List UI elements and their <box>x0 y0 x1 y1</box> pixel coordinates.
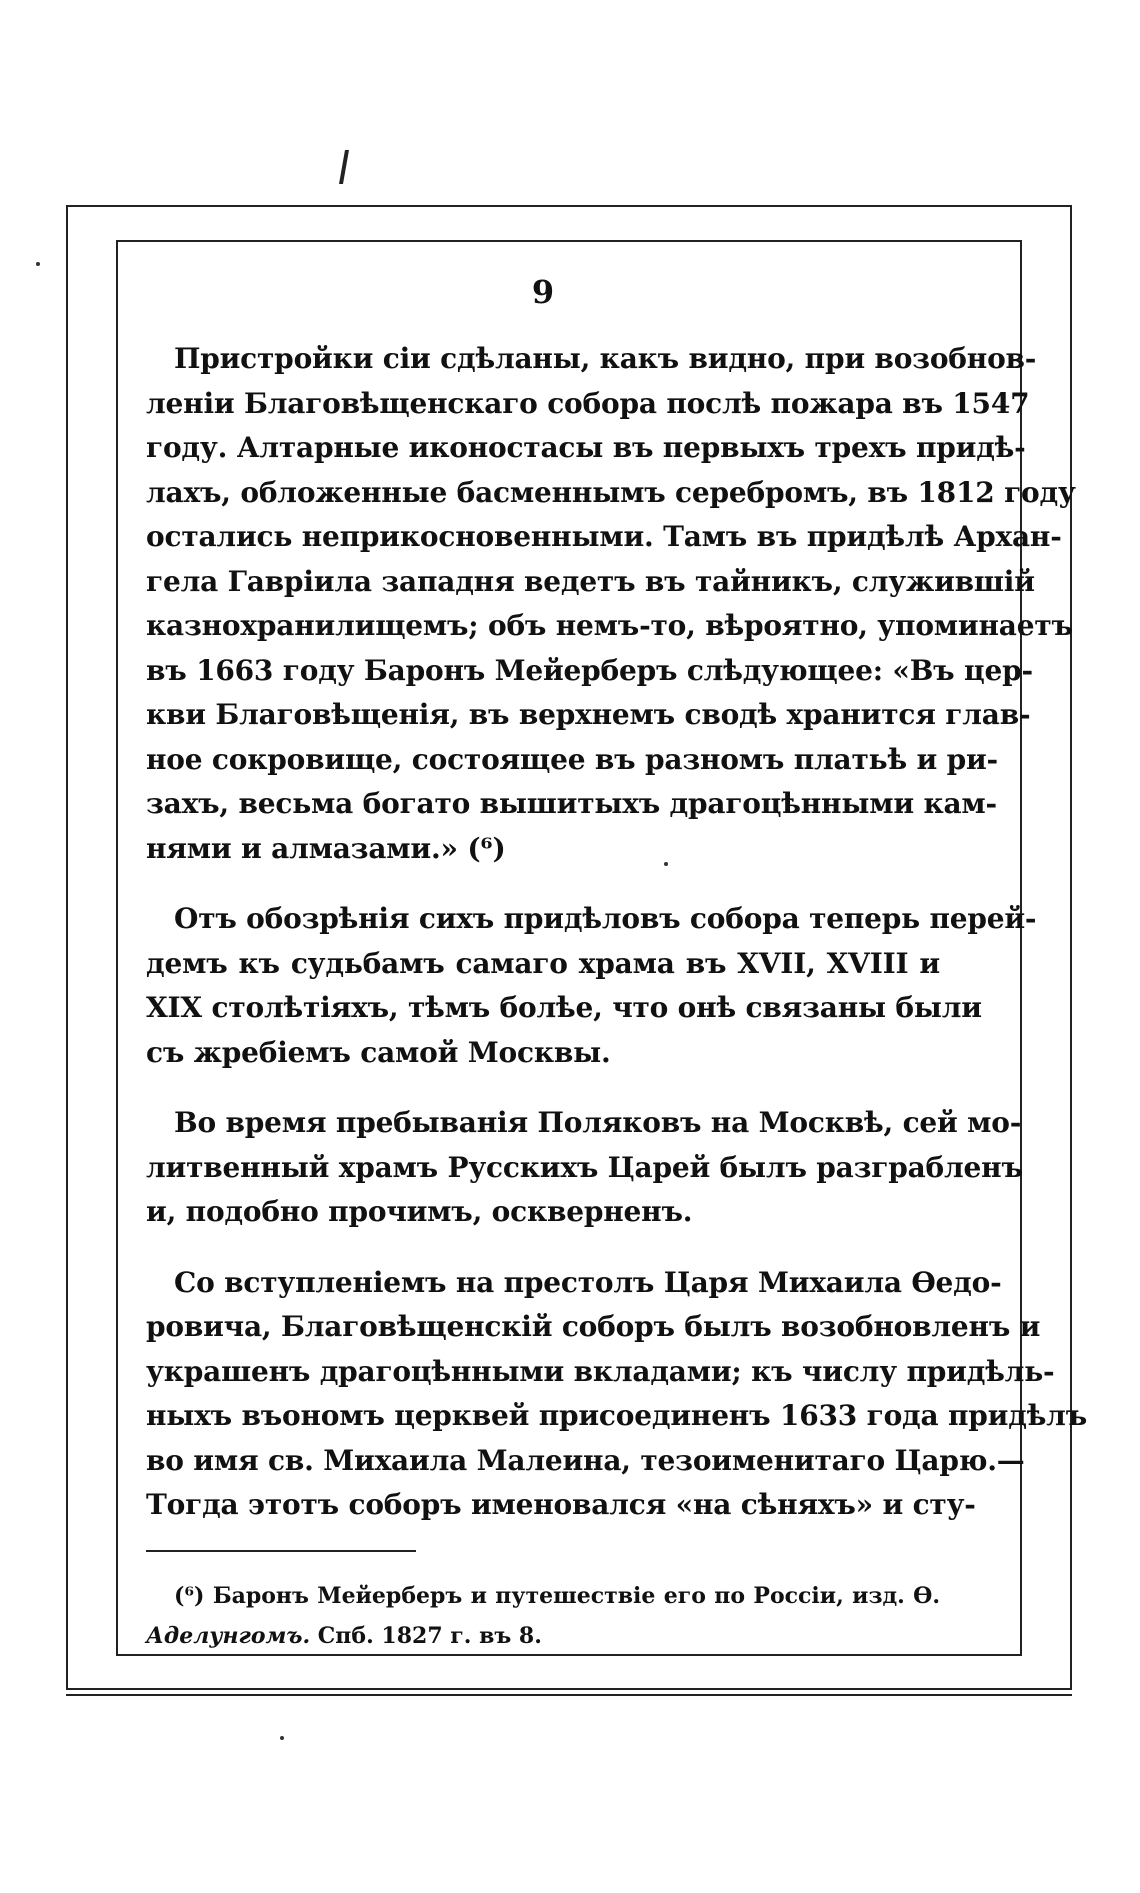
page-number: 9 <box>531 273 555 311</box>
text-line: въ 1663 году Баронъ Мейерберъ слѣдующее: «Въ цер- <box>146 653 1033 687</box>
text-line: захъ, весьма богато вышитыхъ драгоцѣнными кам- <box>146 787 997 820</box>
footnote-imprint: Спб. 1827 г. въ 8. <box>310 1622 542 1649</box>
page-content <box>146 273 1088 1656</box>
footnote-line <box>146 1616 940 1656</box>
paragraph-1 <box>146 337 1076 871</box>
text-line: Пристройки сіи сдѣланы, какъ видно, при возобнов- <box>174 342 1037 375</box>
text-line: нями и алмазами.» (⁶) <box>146 831 506 865</box>
text-line: XIX столѣтіяхъ, тѣмъ болѣе, что онѣ связаны были <box>146 991 982 1024</box>
text-line: демъ къ судьбамъ самаго храма въ XVII, XVIII и <box>146 946 940 980</box>
text-line: гела Гавріила западня ведетъ въ тайникъ, служившій <box>146 564 1035 598</box>
text-line: во имя св. Михаила Малеина, тезоименитаго Царю.— <box>146 1443 1025 1477</box>
text-line: съ жребіемъ самой Москвы. <box>146 1035 611 1069</box>
text-line: и, подобно прочимъ, оскверненъ. <box>146 1195 693 1228</box>
text-line: Со вступленіемъ на престолъ Царя Михаила Өедо- <box>174 1265 1002 1299</box>
text-line: Тогда этотъ соборъ именовался «на сѣняхъ» и сту- <box>146 1488 976 1521</box>
text-line: году. Алтарные иконостасы въ первыхъ трехъ придѣ- <box>146 431 1026 464</box>
text-line: Во время пребыванія Поляковъ на Москвѣ, сей мо- <box>174 1106 1022 1139</box>
text-line: кви Благовѣщенія, въ верхнемъ сводѣ хранится глав- <box>146 698 1031 731</box>
footnote-line: (⁶) Баронъ Мейерберъ и путешествіе его по Россіи, изд. Ө. <box>174 1582 940 1609</box>
footnote-separator <box>146 1550 416 1552</box>
paragraph-3 <box>146 1101 1023 1235</box>
paragraph-4 <box>146 1261 1088 1528</box>
text-line: леніи Благовѣщенскаго собора послѣ пожара въ 1547 <box>146 386 1030 420</box>
text-line: ное сокровище, состоящее въ разномъ платьѣ и ри- <box>146 742 998 776</box>
speck <box>280 1736 284 1740</box>
text-line: Отъ обозрѣнія сихъ придѣловъ собора теперь перей- <box>174 902 1037 935</box>
text-line: украшенъ драгоцѣнными вкладами; къ числу придѣль- <box>146 1354 1055 1388</box>
footnote-publisher: Аделунгомъ. <box>146 1622 311 1649</box>
text-line: лахъ, обложенные басменнымъ серебромъ, въ 1812 году <box>146 475 1076 509</box>
bottom-frame-rule <box>66 1694 1072 1696</box>
text-line: ныхъ въономъ церквей присоединенъ 1633 года придѣлъ <box>146 1399 1088 1432</box>
speck <box>36 262 40 266</box>
text-line: литвенный храмъ Русскихъ Царей былъ разграбленъ <box>146 1150 1023 1184</box>
text-line: казнохранилищемъ; объ немъ-то, вѣроятно, упоминаетъ <box>146 609 1073 642</box>
text-line: остались неприкосновенными. Тамъ въ придѣлѣ Архан- <box>146 520 1062 553</box>
text-line: ровича, Благовѣщенскій соборъ былъ возобновленъ и <box>146 1310 1041 1343</box>
paragraph-2 <box>146 897 1037 1075</box>
stray-pencil-mark <box>339 150 349 184</box>
footnote <box>146 1576 940 1656</box>
